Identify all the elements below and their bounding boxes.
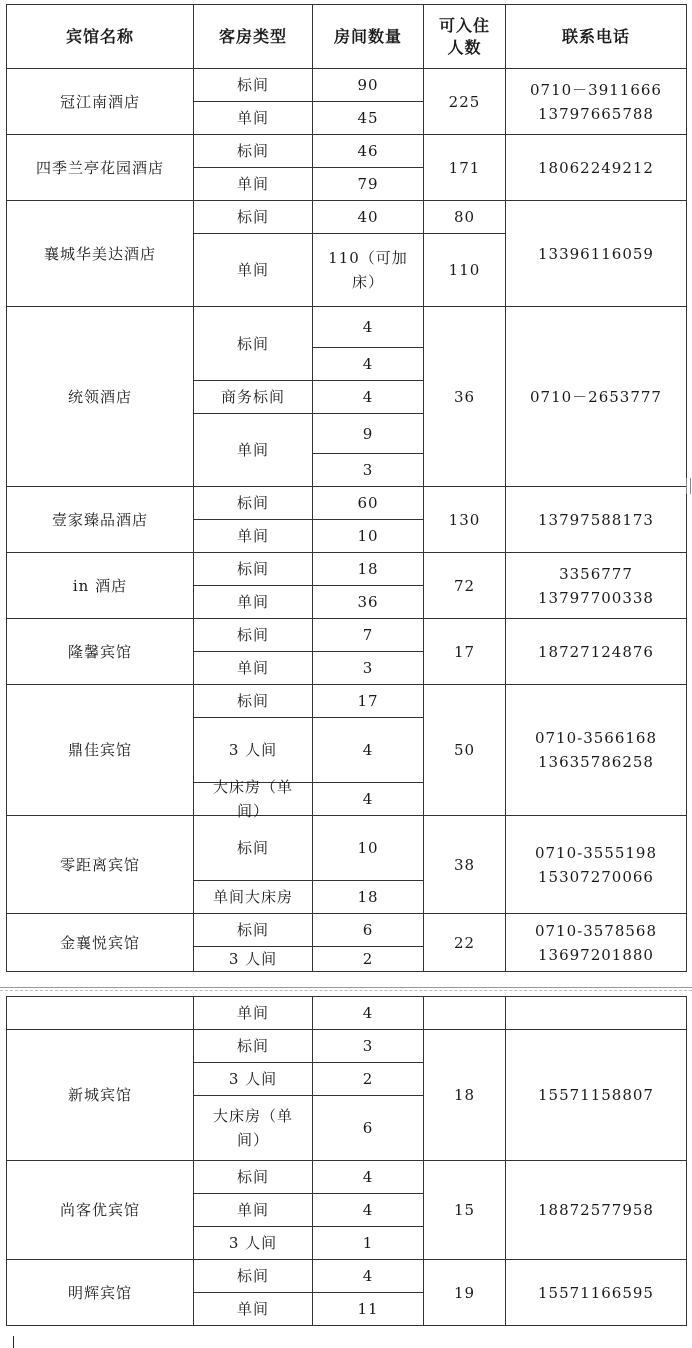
phone: 0710－2653777 bbox=[506, 307, 687, 487]
room-type: 标间 bbox=[194, 1161, 313, 1194]
room-count: 4 bbox=[313, 1194, 424, 1227]
hotel-name: 统领酒店 bbox=[7, 307, 194, 487]
header-room-type: 客房类型 bbox=[194, 5, 313, 69]
text-cursor bbox=[13, 1336, 14, 1348]
hotel-name: in 酒店 bbox=[7, 553, 194, 619]
capacity: 15 bbox=[424, 1161, 506, 1260]
room-count: 4 bbox=[313, 381, 424, 414]
room-count: 18 bbox=[313, 881, 424, 914]
room-type: 单间 bbox=[194, 586, 313, 619]
hotel-name: 壹家臻品酒店 bbox=[7, 487, 194, 553]
capacity: 22 bbox=[424, 914, 506, 972]
room-type: 标间 bbox=[194, 914, 313, 947]
room-type: 3 人间 bbox=[194, 1227, 313, 1260]
room-count: 4 bbox=[313, 348, 424, 381]
phone: 15571166595 bbox=[506, 1260, 687, 1326]
room-count: 90 bbox=[313, 69, 424, 102]
room-type: 大床房（单 间） bbox=[194, 1096, 313, 1161]
room-type: 标间 bbox=[194, 135, 313, 168]
room-count: 45 bbox=[313, 102, 424, 135]
page-break bbox=[0, 987, 692, 991]
hotel-table-page-2 bbox=[6, 996, 687, 1326]
room-type: 标间 bbox=[194, 201, 313, 234]
hotel-name: 金襄悦宾馆 bbox=[7, 914, 194, 972]
room-count: 6 bbox=[313, 1096, 424, 1161]
room-count: 79 bbox=[313, 168, 424, 201]
room-type: 标间 bbox=[194, 307, 313, 381]
hotel-name: 四季兰亭花园酒店 bbox=[7, 135, 194, 201]
capacity: 38 bbox=[424, 816, 506, 914]
room-count: 40 bbox=[313, 201, 424, 234]
hotel-name: 冠江南酒店 bbox=[7, 69, 194, 135]
capacity: 110 bbox=[424, 234, 506, 307]
room-count: 4 bbox=[313, 1260, 424, 1293]
room-type: 单间 bbox=[194, 1194, 313, 1227]
room-count: 6 bbox=[313, 914, 424, 947]
room-count: 9 bbox=[313, 414, 424, 454]
room-count: 2 bbox=[313, 1063, 424, 1096]
capacity: 50 bbox=[424, 685, 506, 816]
phone: 18062249212 bbox=[506, 135, 687, 201]
capacity: 18 bbox=[424, 1030, 506, 1161]
room-type: 标间 bbox=[194, 553, 313, 586]
room-type: 3 人间 bbox=[194, 947, 313, 972]
hotel-name: 零距离宾馆 bbox=[7, 816, 194, 914]
phone: 0710－3911666 13797665788 bbox=[506, 69, 687, 135]
resize-handle[interactable] bbox=[686, 478, 691, 494]
room-count: 17 bbox=[313, 685, 424, 718]
room-type: 单间 bbox=[194, 414, 313, 487]
phone: 3356777 13797700338 bbox=[506, 553, 687, 619]
capacity-continued bbox=[424, 997, 506, 1030]
room-type: 标间 bbox=[194, 69, 313, 102]
room-type: 单间 bbox=[194, 997, 313, 1030]
phone: 18872577958 bbox=[506, 1161, 687, 1260]
room-type: 标间 bbox=[194, 1030, 313, 1063]
room-count: 2 bbox=[313, 947, 424, 972]
room-count: 4 bbox=[313, 307, 424, 348]
capacity: 171 bbox=[424, 135, 506, 201]
hotel-name: 鼎佳宾馆 bbox=[7, 685, 194, 816]
room-type: 标间 bbox=[194, 816, 313, 881]
room-count: 4 bbox=[313, 1161, 424, 1194]
room-type: 单间 bbox=[194, 234, 313, 307]
room-type: 标间 bbox=[194, 1260, 313, 1293]
phone: 0710-3566168 13635786258 bbox=[506, 685, 687, 816]
room-type: 大床房（单 间） bbox=[194, 783, 313, 816]
capacity: 19 bbox=[424, 1260, 506, 1326]
hotel-name: 新城宾馆 bbox=[7, 1030, 194, 1161]
room-count: 4 bbox=[313, 718, 424, 783]
hotel-name: 尚客优宾馆 bbox=[7, 1161, 194, 1260]
room-type: 商务标间 bbox=[194, 381, 313, 414]
room-count: 18 bbox=[313, 553, 424, 586]
room-count: 11 bbox=[313, 1293, 424, 1326]
room-type: 单间 bbox=[194, 168, 313, 201]
room-type: 单间 bbox=[194, 1293, 313, 1326]
header-hotel-name: 宾馆名称 bbox=[7, 5, 194, 69]
room-count: 46 bbox=[313, 135, 424, 168]
room-count: 10 bbox=[313, 816, 424, 881]
phone: 15571158807 bbox=[506, 1030, 687, 1161]
capacity: 36 bbox=[424, 307, 506, 487]
hotel-name: 明辉宾馆 bbox=[7, 1260, 194, 1326]
room-count: 3 bbox=[313, 454, 424, 487]
room-type: 3 人间 bbox=[194, 718, 313, 783]
capacity: 130 bbox=[424, 487, 506, 553]
room-count: 3 bbox=[313, 652, 424, 685]
capacity: 72 bbox=[424, 553, 506, 619]
room-count: 60 bbox=[313, 487, 424, 520]
capacity: 17 bbox=[424, 619, 506, 685]
capacity: 80 bbox=[424, 201, 506, 234]
phone: 18727124876 bbox=[506, 619, 687, 685]
room-count: 1 bbox=[313, 1227, 424, 1260]
capacity: 225 bbox=[424, 69, 506, 135]
room-count: 7 bbox=[313, 619, 424, 652]
phone: 13797588173 bbox=[506, 487, 687, 553]
header-capacity: 可入住 人数 bbox=[424, 5, 506, 69]
header-phone: 联系电话 bbox=[506, 5, 687, 69]
phone: 0710-3555198 15307270066 bbox=[506, 816, 687, 914]
room-type: 单间 bbox=[194, 520, 313, 553]
room-count: 3 bbox=[313, 1030, 424, 1063]
phone-continued bbox=[506, 997, 687, 1030]
hotel-name: 襄城华美达酒店 bbox=[7, 201, 194, 307]
room-type: 单间大床房 bbox=[194, 881, 313, 914]
room-type: 标间 bbox=[194, 685, 313, 718]
phone: 0710-3578568 13697201880 bbox=[506, 914, 687, 972]
room-count: 4 bbox=[313, 783, 424, 816]
phone: 13396116059 bbox=[506, 201, 687, 307]
room-type: 标间 bbox=[194, 487, 313, 520]
room-type: 3 人间 bbox=[194, 1063, 313, 1096]
room-type: 单间 bbox=[194, 102, 313, 135]
hotel-name: 隆馨宾馆 bbox=[7, 619, 194, 685]
room-count: 110（可加 床） bbox=[313, 234, 424, 307]
room-type: 单间 bbox=[194, 652, 313, 685]
header-room-count: 房间数量 bbox=[313, 5, 424, 69]
room-count: 36 bbox=[313, 586, 424, 619]
hotel-table-page-1 bbox=[6, 4, 687, 972]
room-count: 4 bbox=[313, 997, 424, 1030]
hotel-name-continued bbox=[7, 997, 194, 1030]
room-type: 标间 bbox=[194, 619, 313, 652]
room-count: 10 bbox=[313, 520, 424, 553]
